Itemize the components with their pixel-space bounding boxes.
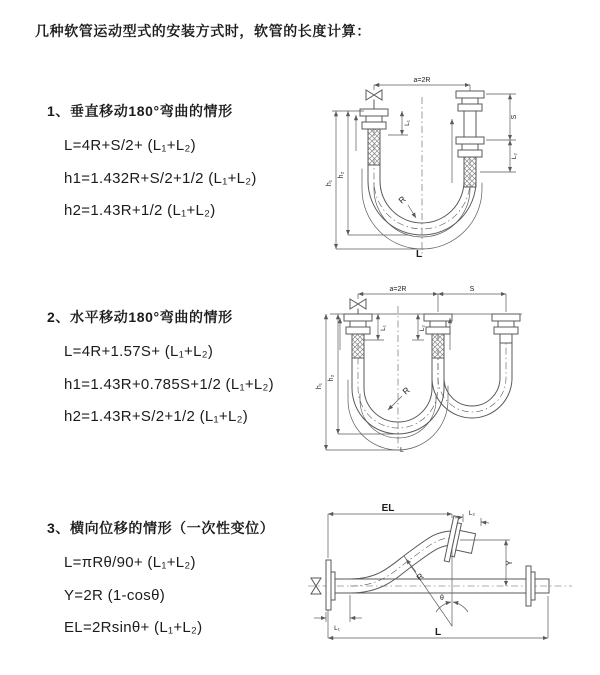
- dim-label-s: S: [511, 114, 518, 120]
- formula-block: [64, 547, 274, 645]
- dim-label-r: R: [396, 193, 408, 206]
- dim-label-l1: L₁: [380, 325, 387, 331]
- formula-line: EL=2Rsinθ+ (L₁+L₂): [64, 619, 203, 636]
- diagram-vertical-180-bend: [312, 71, 544, 259]
- braided-hose-section: [464, 157, 476, 187]
- left-flange: [360, 109, 388, 165]
- dim-label-l2: L₂: [468, 510, 476, 517]
- dimension-l: [328, 596, 548, 638]
- formula-line: Y=2R (1-cosθ): [64, 586, 166, 604]
- dim-label-y: Y: [505, 560, 514, 566]
- dim-label-l2: L₂: [511, 152, 518, 160]
- braided-hose-section: [368, 129, 380, 165]
- dim-label-l1: L₁: [404, 120, 411, 126]
- dimension-l1: [388, 111, 411, 135]
- right-flange: [492, 314, 520, 343]
- formula-line: L=4R+1.57S+ (L₁+L₂): [64, 343, 214, 360]
- section-heading: 1、垂直移动180°弯曲的情形: [47, 103, 233, 119]
- radius-callout: [388, 385, 412, 410]
- dim-label-l-total: L: [434, 627, 442, 638]
- dim-label-h2: h₂: [338, 171, 345, 179]
- section-lateral-move: [47, 518, 274, 645]
- dim-label-a2r: a=2R: [389, 286, 407, 293]
- dimension-a2r: [358, 286, 506, 312]
- dim-label-theta: θ: [440, 595, 444, 602]
- dimension-el: [328, 503, 452, 558]
- dim-label-l-total: L: [400, 447, 404, 454]
- formula-line: h2=1.43R+1/2 (L₁+L₂): [64, 202, 216, 219]
- dim-label-h1: h₁: [326, 179, 333, 187]
- braided-hose-section: [352, 334, 364, 358]
- radius-callout: [397, 194, 416, 218]
- formula-line: L=4R+S/2+ (L₁+L₂): [64, 137, 196, 154]
- dimension-s: [438, 286, 506, 294]
- angle-construction: [404, 548, 468, 626]
- middle-flange: [424, 314, 452, 358]
- formula-block: [64, 130, 257, 228]
- braided-hose-section: [432, 334, 444, 358]
- dim-label-r: R: [414, 571, 426, 583]
- dimension-s: [480, 94, 518, 172]
- section-heading: 2、水平移动180°弯曲的情形: [47, 309, 233, 325]
- left-flange: [344, 314, 372, 358]
- upper-flange: [444, 516, 478, 566]
- dim-label-l-total: L: [415, 249, 423, 259]
- formula-block: [64, 336, 274, 434]
- valve-icon: [366, 90, 382, 109]
- dim-label-h1: h₁: [316, 382, 323, 390]
- section-horizontal-move: [47, 307, 274, 434]
- formula-line: L=πRθ/90+ (L₁+L₂): [64, 554, 196, 571]
- dimension-l2: [510, 140, 518, 172]
- dim-label-s: S: [469, 286, 475, 293]
- dim-label-el: EL: [381, 503, 395, 514]
- dimension-l1: [314, 595, 362, 632]
- dimension-a2r: [374, 77, 470, 91]
- formula-line: h1=1.43R+0.785S+1/2 (L₁+L₂): [64, 375, 274, 393]
- valve-icon: [350, 299, 366, 314]
- dim-label-h2: h₂: [328, 374, 335, 382]
- s-curve-hose: [350, 531, 453, 593]
- diagram-horizontal-180-bend: [310, 282, 562, 454]
- diagram-lateral-displacement: [300, 502, 598, 652]
- section-heading: 3、横向位移的情形（一次性变位）: [47, 520, 275, 536]
- dim-label-r: R: [400, 384, 412, 397]
- formula-line: h2=1.43R+S/2+1/2 (L₁+L₂): [64, 408, 249, 425]
- section-vertical-move: [47, 101, 257, 228]
- dim-label-l2: L₂: [419, 324, 426, 332]
- left-flange: [326, 560, 335, 610]
- dim-label-l1: L₁: [334, 625, 340, 632]
- page-title: 几种软管运动型式的安装方式时，软管的长度计算：: [35, 23, 371, 39]
- dim-label-a2r: a=2R: [413, 77, 431, 84]
- right-pipe-flanges: [456, 91, 484, 187]
- formula-line: h1=1.432R+S/2+1/2 (L₁+L₂): [64, 169, 257, 187]
